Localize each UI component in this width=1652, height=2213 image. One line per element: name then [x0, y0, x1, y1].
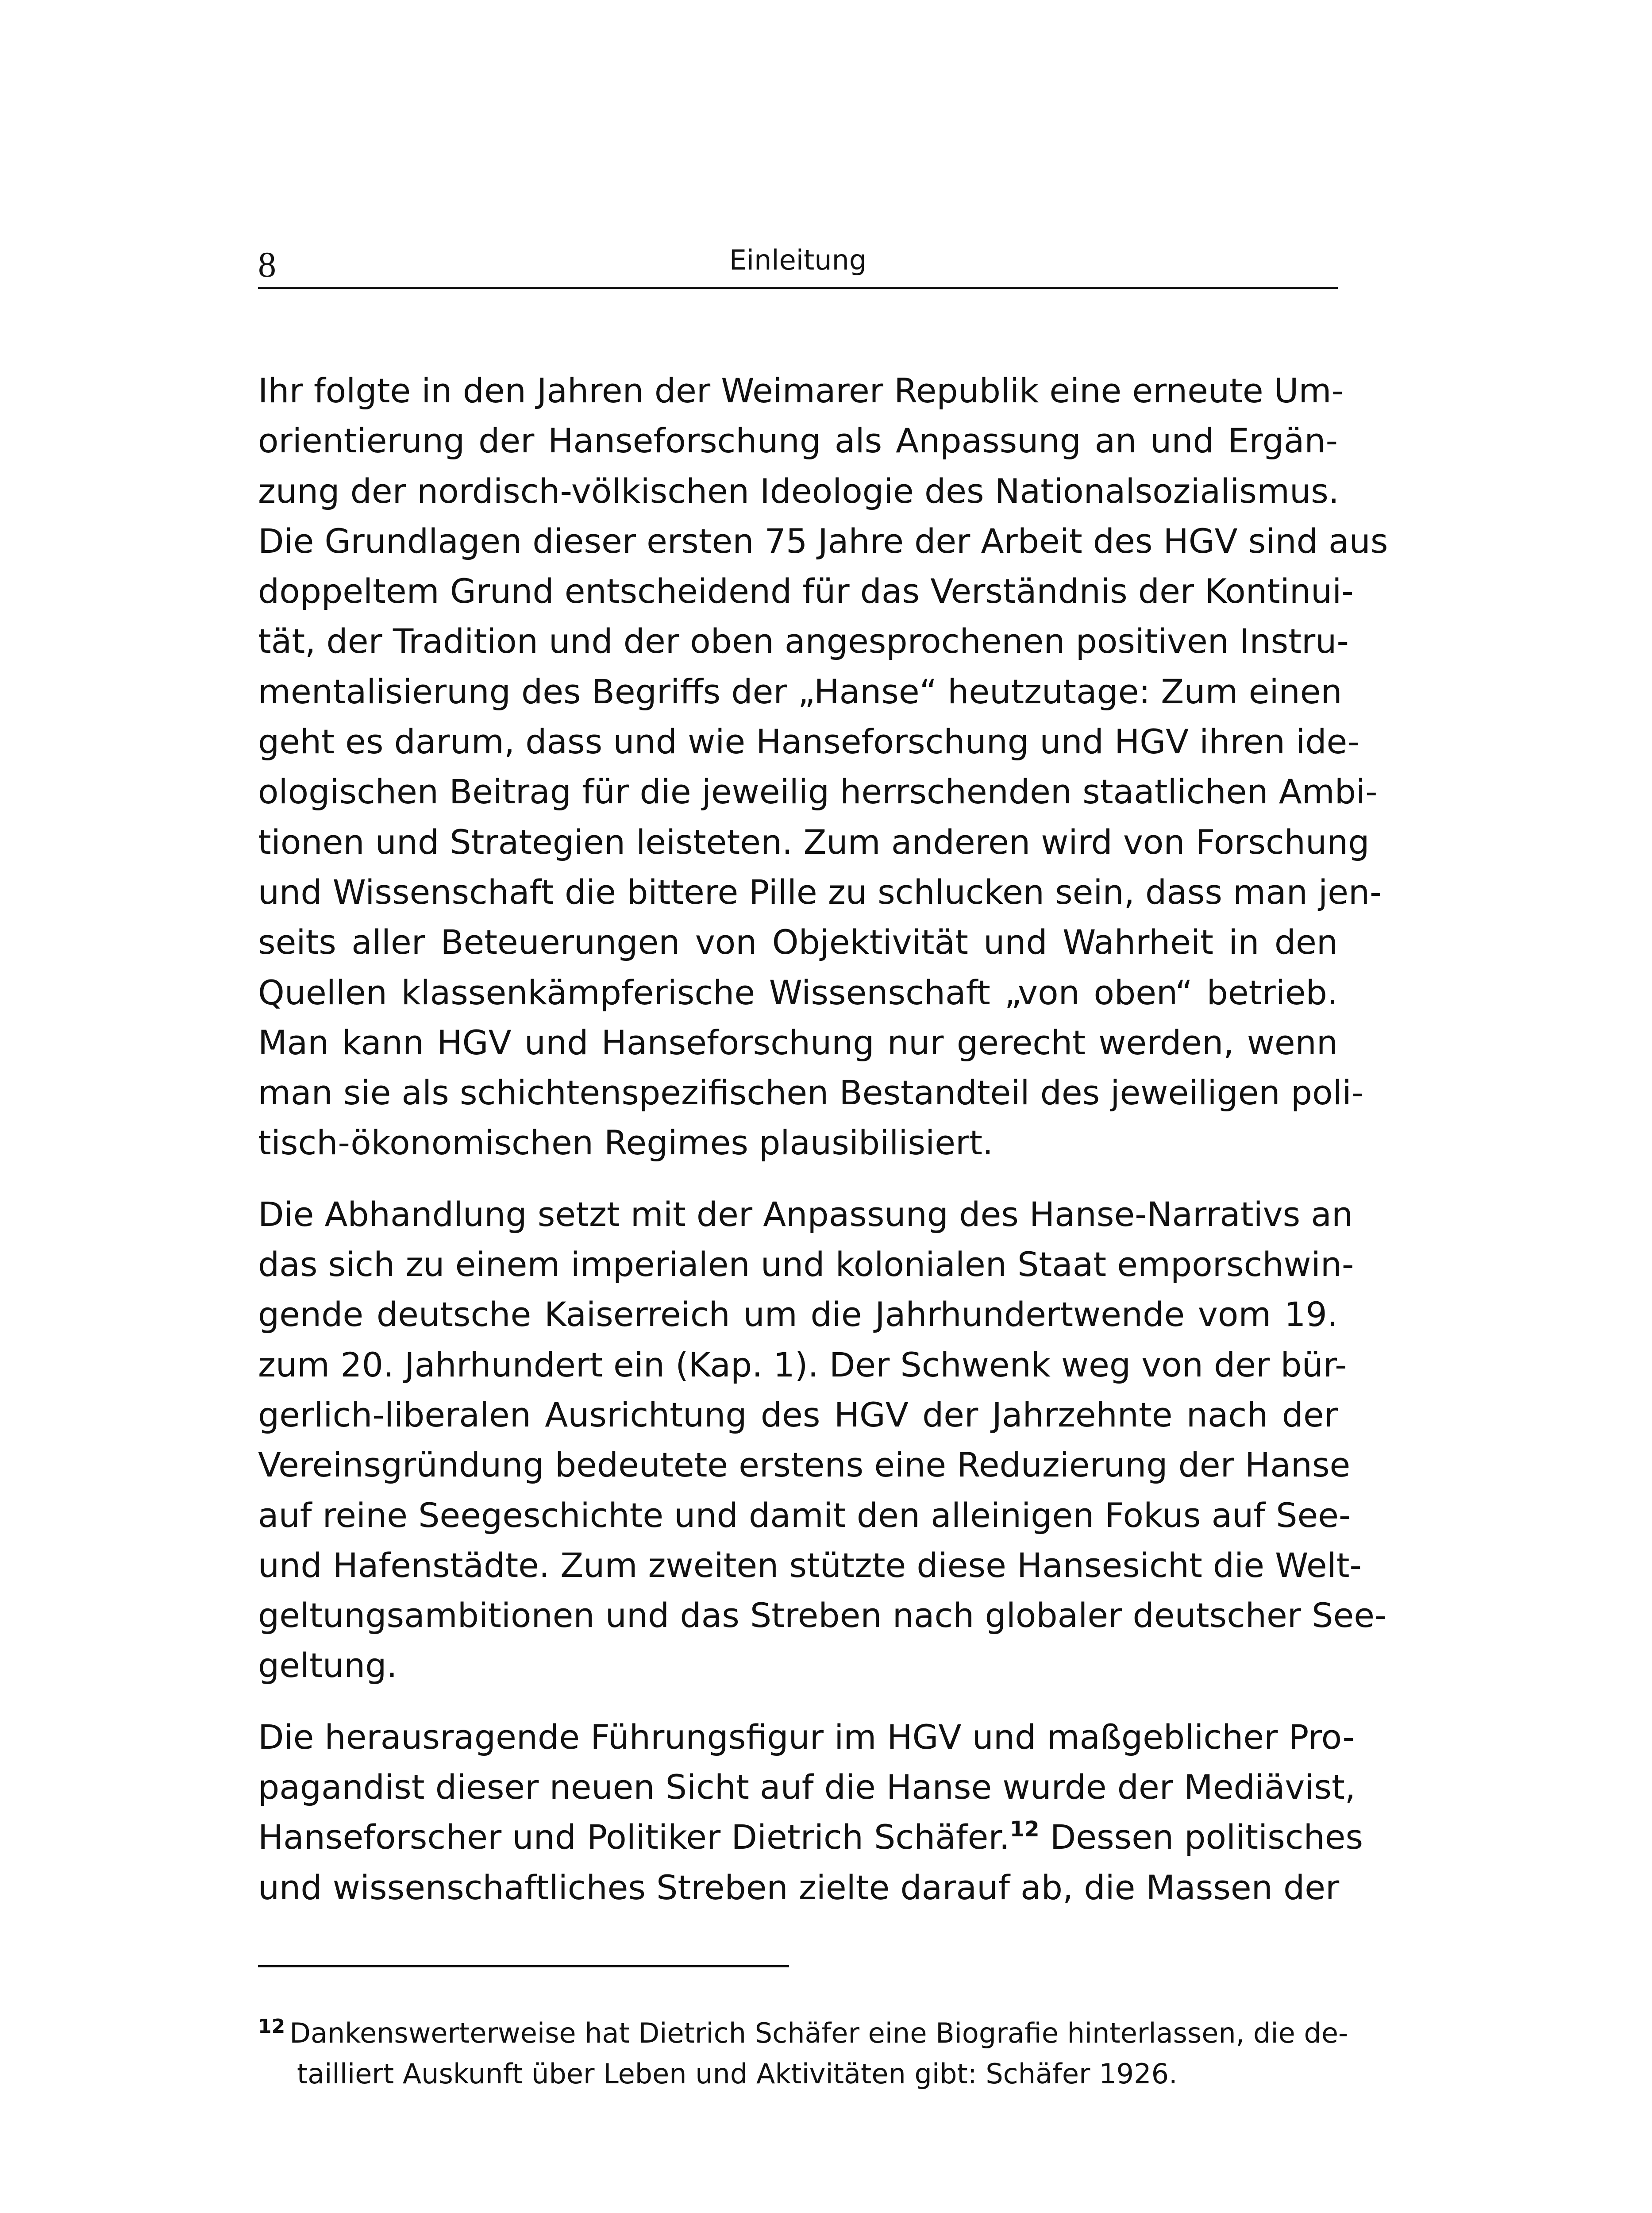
text-line: geltungsambitionen und das Streben nach globaler deutscher See- — [258, 1596, 1387, 1635]
text-line: doppeltem Grund entscheidend für das Verständnis der Kontinui- — [258, 571, 1354, 611]
text-line: Die Abhandlung setzt mit der Anpassung des Hanse-Narrativs an — [258, 1194, 1353, 1234]
text-fragment: Hanseforscher und Politiker Dietrich Schäfer. — [258, 1817, 1010, 1857]
text-line: Man kann HGV und Hanseforschung nur gerecht werden, wenn — [258, 1022, 1338, 1062]
text-line: und Wissenschaft die bittere Pille zu schlucken sein, dass man jen- — [258, 872, 1382, 912]
text-line: zum 20. Jahrhundert ein (Kap. 1). Der Schwenk weg von der bür- — [258, 1345, 1347, 1384]
paragraph-2 — [258, 1189, 1387, 1691]
body-text — [258, 366, 1388, 1912]
text-line: Quellen klassenkämpferische Wissenschaft „von oben“ betrieb. — [258, 972, 1338, 1012]
footnote-12 — [258, 2013, 1348, 2094]
footnote-line: tailliert Auskunft über Leben und Aktivitäten gibt: Schäfer 1926. — [297, 2058, 1178, 2090]
text-line: tät, der Tradition und der oben angesprochenen positiven Instru- — [258, 621, 1349, 661]
paragraph-1 — [258, 366, 1388, 1168]
text-line: auf reine Seegeschichte und damit den alleinigen Fokus auf See- — [258, 1495, 1351, 1535]
page-number: 8 — [258, 244, 276, 285]
text-line: ologischen Beitrag für die jeweilig herrschenden staatlichen Ambi- — [258, 772, 1378, 812]
text-line: zung der nordisch-völkischen Ideologie des Nationalsozialismus. — [258, 471, 1339, 511]
text-line: man sie als schichtenspezifischen Bestandteil des jeweiligen poli- — [258, 1073, 1364, 1113]
text-line: und Hafenstädte. Zum zweiten stützte diese Hansesicht die Welt- — [258, 1545, 1362, 1585]
text-line: pagandist dieser neuen Sicht auf die Hanse wurde der Mediävist, — [258, 1767, 1356, 1807]
text-line: geltung. — [258, 1646, 397, 1685]
text-line-with-footnote-ref — [258, 1812, 1363, 1862]
text-fragment: Dessen politisches — [1039, 1817, 1363, 1857]
footnote-line — [258, 2013, 1348, 2054]
text-line: orientierung der Hanseforschung als Anpassung an und Ergän- — [258, 421, 1338, 461]
header-rule — [258, 287, 1338, 289]
footnote-rule — [258, 1965, 789, 1967]
text-line: Die Grundlagen dieser ersten 75 Jahre der Arbeit des HGV sind aus — [258, 521, 1388, 561]
running-head: Einleitung — [729, 244, 867, 276]
text-line: Die herausragende Führungsfigur im HGV und maßgeblicher Pro- — [258, 1717, 1355, 1757]
text-line: gende deutsche Kaiserreich um die Jahrhundertwende vom 19. — [258, 1295, 1338, 1334]
text-line: das sich zu einem imperialen und kolonialen Staat emporschwin- — [258, 1245, 1354, 1284]
footnote-number: 12 — [258, 2015, 285, 2038]
footnote-text: Dankenswerterweise hat Dietrich Schäfer eine Biografie hinterlassen, die de- — [289, 2017, 1348, 2049]
footnote-ref[interactable]: 12 — [1009, 1817, 1040, 1842]
text-line: geht es darum, dass und wie Hanseforschung und HGV ihren ide- — [258, 722, 1359, 762]
text-line: gerlich-liberalen Ausrichtung des HGV der Jahrzehnte nach der — [258, 1395, 1338, 1434]
text-line: mentalisierung des Begriffs der „Hanse“ heutzutage: Zum einen — [258, 671, 1342, 711]
text-line: und wissenschaftliches Streben zielte darauf ab, die Massen der — [258, 1867, 1340, 1907]
text-line: seits aller Beteuerungen von Objektivität und Wahrheit in den — [258, 922, 1338, 962]
text-line: Ihr folgte in den Jahren der Weimarer Republik eine erneute Um- — [258, 371, 1344, 410]
paragraph-3 — [258, 1712, 1363, 1912]
text-line: tisch-ökonomischen Regimes plausibilisiert. — [258, 1123, 994, 1163]
text-line: tionen und Strategien leisteten. Zum anderen wird von Forschung — [258, 822, 1370, 862]
text-line: Vereinsgründung bedeutete erstens eine Reduzierung der Hanse — [258, 1445, 1351, 1485]
